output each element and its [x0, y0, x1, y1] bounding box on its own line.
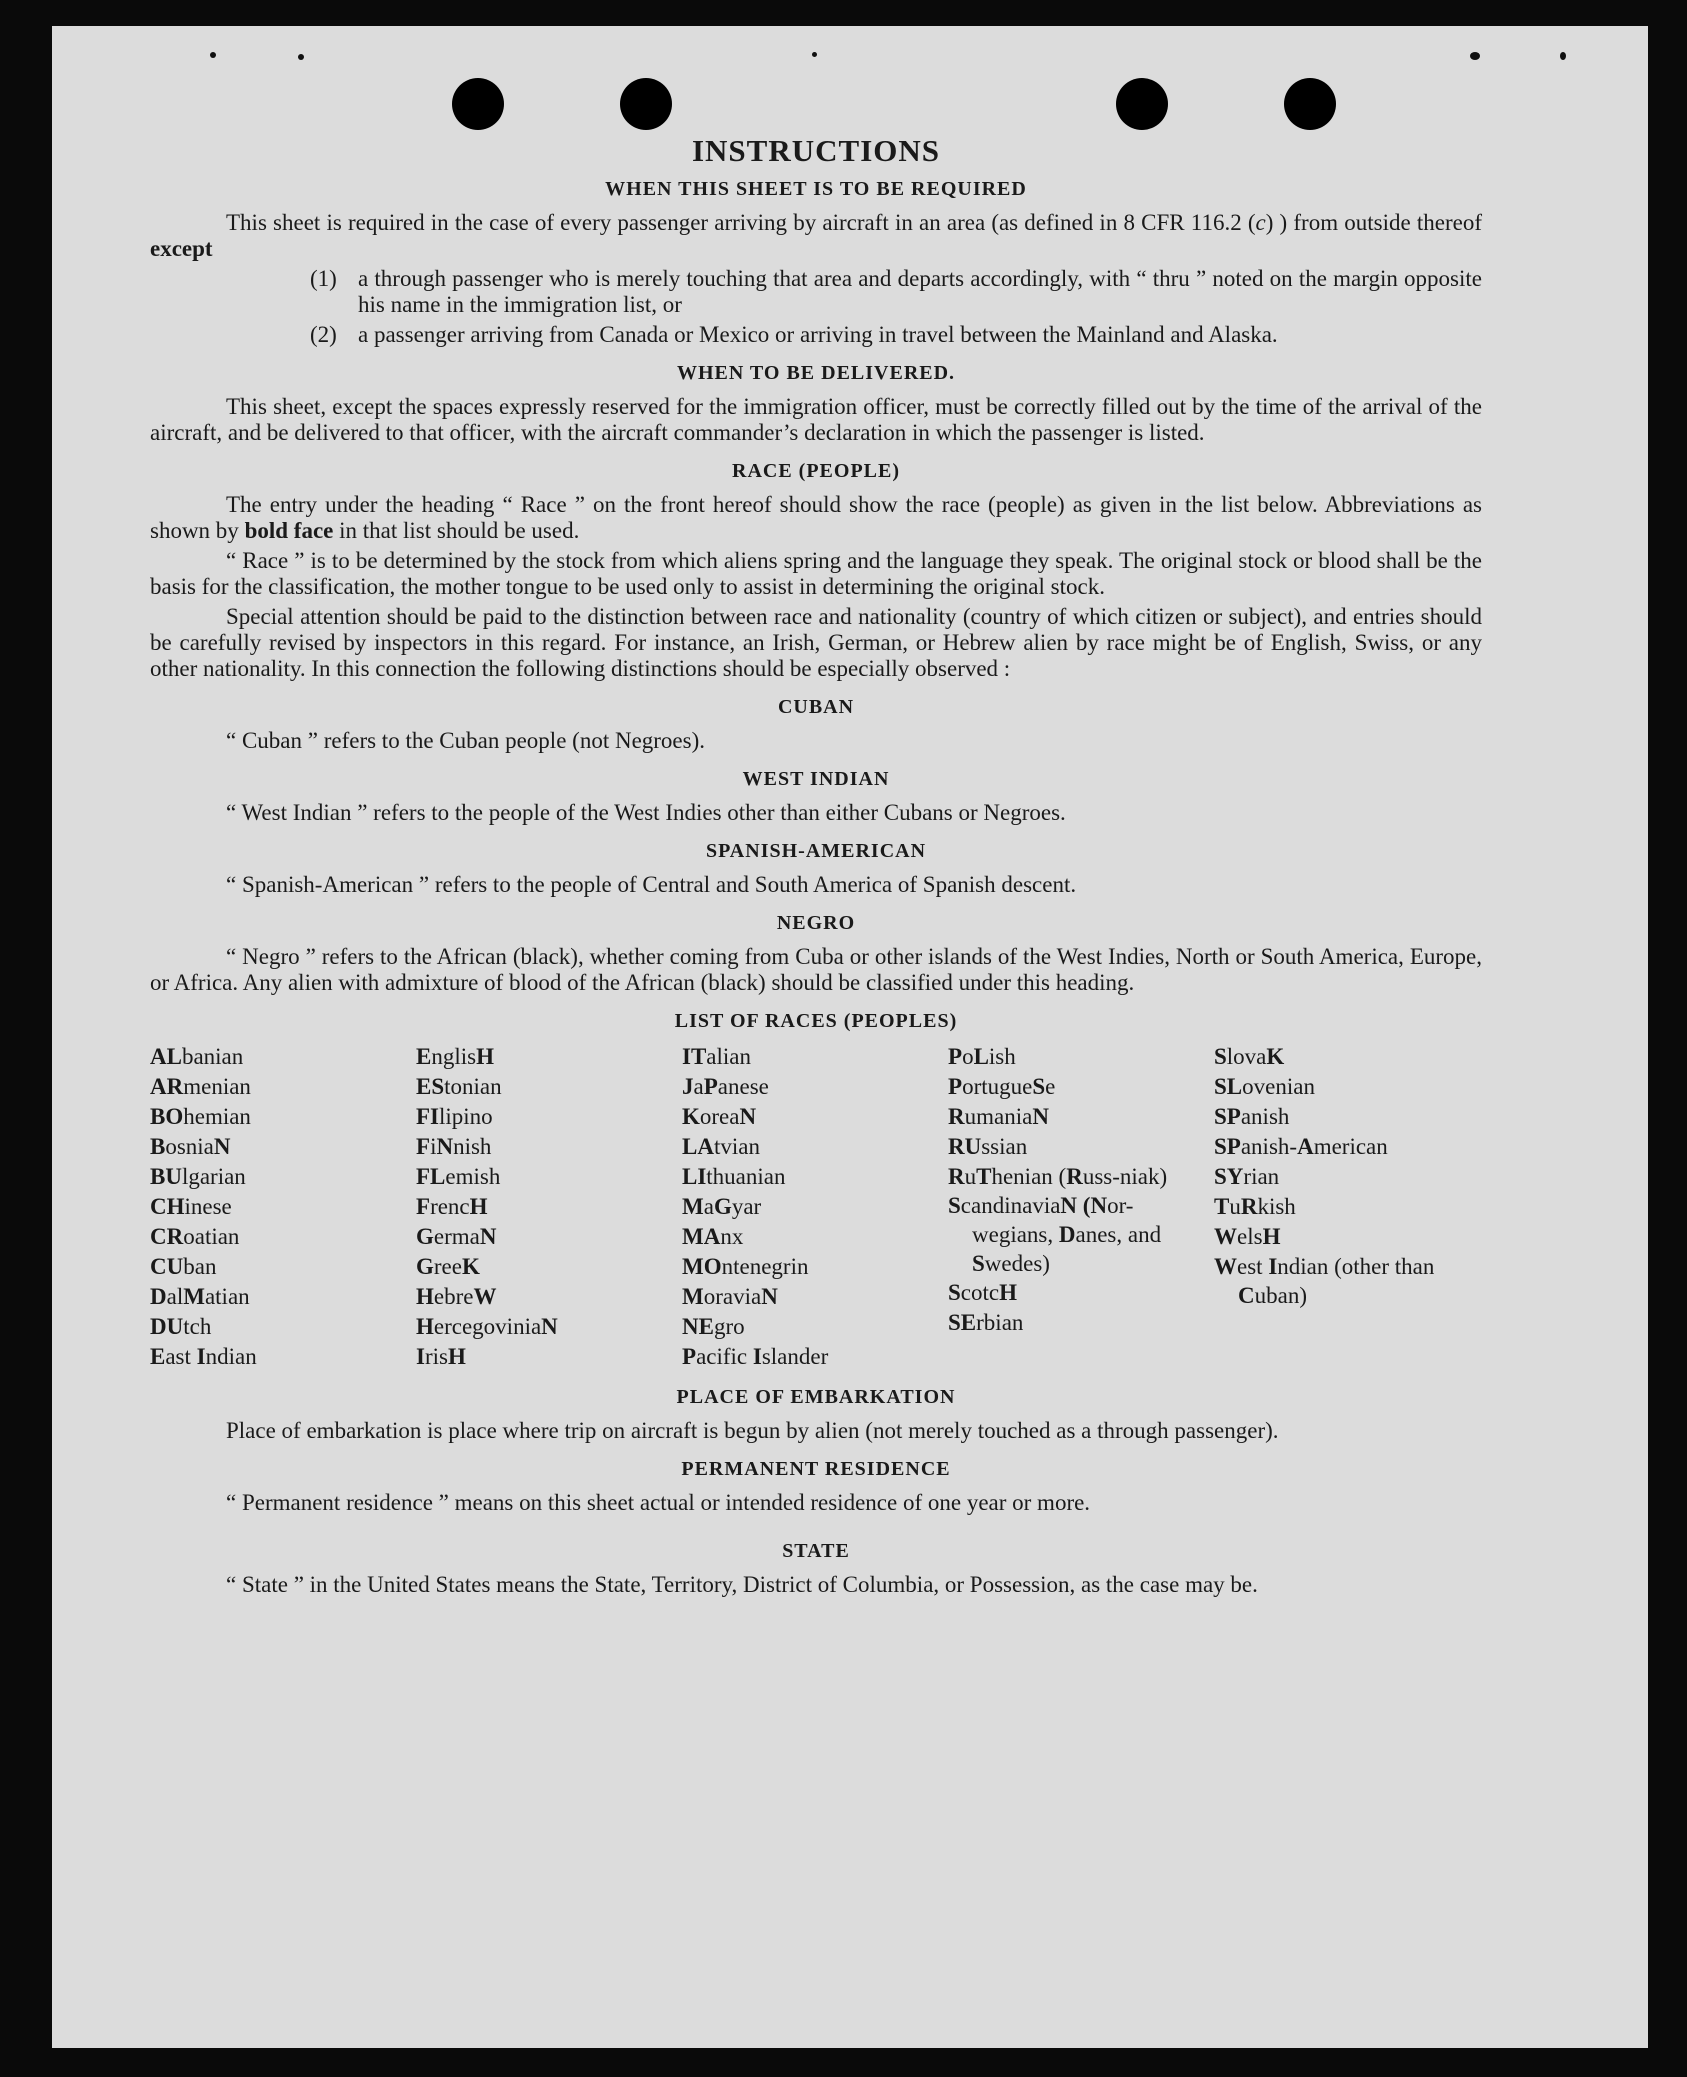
spanish-american-text: “ Spanish-American ” refers to the people of Central and South America of Spanish descent.	[226, 872, 1077, 897]
section-heading-list-of-races: LIST OF RACES (PEOPLES)	[674, 1010, 958, 1032]
speck	[298, 54, 304, 60]
race-entry: TuRkish	[1214, 1194, 1296, 1219]
race-entry: RumaniaN	[948, 1104, 1049, 1129]
section-heading-embarkation: PLACE OF EMBARKATION	[676, 1386, 956, 1408]
race-entry: FiNnish	[416, 1134, 492, 1159]
race-entry: MAnx	[682, 1224, 744, 1249]
race-entry: FIlipino	[416, 1104, 493, 1129]
race-entry: EnglisH	[416, 1044, 494, 1069]
race-entry: HercegoviniaN	[416, 1314, 558, 1339]
punch-hole	[1284, 78, 1336, 130]
race-entry: BOhemian	[150, 1104, 251, 1129]
race-entry: SYrian	[1214, 1164, 1280, 1189]
race-entry: PortugueSe	[948, 1074, 1056, 1099]
race-entry: LIthuanian	[682, 1164, 786, 1189]
race-entry: West Indian (other than Cuban)	[1214, 1254, 1435, 1308]
punch-hole	[1116, 78, 1168, 130]
race-entry: East Indian	[150, 1344, 257, 1369]
race-entry: HebreW	[416, 1284, 497, 1309]
section-heading-state: STATE	[782, 1540, 850, 1562]
speck	[812, 52, 817, 57]
race-entry: MOntenegrin	[682, 1254, 809, 1279]
race-entry: CUban	[150, 1254, 217, 1279]
section-heading-spanish-american: SPANISH-AMERICAN	[705, 840, 927, 862]
race-entry: MoraviaN	[682, 1284, 778, 1309]
race-entry: SPanish	[1214, 1104, 1290, 1129]
race-entry: BosniaN	[150, 1134, 231, 1159]
negro-text: “ Negro ” refers to the African (black), whether coming from Cuba or other islands of the West Indies, North or South America, Europe, or Africa. Any alien with admixture of blood of the African (black) should be classified under this heading.	[150, 944, 1482, 995]
speck	[210, 52, 216, 58]
race-entry: RUssian	[948, 1134, 1028, 1159]
section-heading-residence: PERMANENT RESIDENCE	[681, 1458, 951, 1480]
race-entry: ARmenian	[150, 1074, 251, 1099]
race-entry: CRoatian	[150, 1224, 240, 1249]
race-paragraph-1: The entry under the heading “ Race ” on the front hereof should show the race (people) as given in the list below. Abbreviations as shown by bold face in that list should be used.	[150, 492, 1482, 543]
race-entry: ITalian	[682, 1044, 751, 1069]
punch-hole	[452, 78, 504, 130]
race-entry: MaGyar	[682, 1194, 762, 1219]
races-column	[682, 1042, 948, 1372]
race-entry: KoreaN	[682, 1104, 757, 1129]
race-entry: ALbanian	[150, 1044, 244, 1069]
section-heading-when-required: WHEN THIS SHEET IS TO BE REQUIRED	[605, 178, 1027, 200]
race-entry: JaPanese	[682, 1074, 769, 1099]
race-entry: PoLish	[948, 1044, 1016, 1069]
race-entry: FLemish	[416, 1164, 501, 1189]
section-heading-race: RACE (PEOPLE)	[732, 460, 900, 482]
race-entry: CHinese	[150, 1194, 232, 1219]
race-entry: ScandinaviaN (Nor-wegians, Danes, and Swedes)	[948, 1193, 1162, 1276]
section-heading-when-delivered: WHEN TO BE DELIVERED.	[676, 362, 956, 384]
embarkation-text: Place of embarkation is place where trip on aircraft is begun by alien (not merely touched as a through passenger).	[226, 1418, 1279, 1443]
races-column	[1214, 1042, 1482, 1372]
race-entry: Pacific Islander	[682, 1344, 829, 1369]
when-required-intro: This sheet is required in the case of every passenger arriving by aircraft in an area (as defined in 8 CFR 116.2 (c) ) from outside thereof except	[150, 210, 1482, 261]
residence-text: “ Permanent residence ” means on this sheet actual or intended residence of one year or more.	[226, 1490, 1091, 1515]
cuban-text: “ Cuban ” refers to the Cuban people (not Negroes).	[226, 728, 706, 753]
race-entry: GreeK	[416, 1254, 480, 1279]
list-item: (1) a through passenger who is merely touching that area and departs accordingly, with “ thru ” noted on the margin opposite his name in the immigration list, or	[310, 266, 1482, 317]
instructions-content	[150, 130, 1482, 1602]
race-entry: NEgro	[682, 1314, 745, 1339]
race-entry: BUlgarian	[150, 1164, 246, 1189]
races-column	[150, 1042, 416, 1372]
race-paragraph-2: “ Race ” is to be determined by the stock from which aliens spring and the language they speak. The original stock or blood shall be the basis for the classification, the mother tongue to be used only to assist in determining the original stock.	[150, 548, 1482, 599]
race-entry: SErbian	[948, 1310, 1024, 1335]
speck	[1560, 52, 1566, 60]
races-column	[948, 1042, 1214, 1372]
race-entry: WelsH	[1214, 1224, 1281, 1249]
state-text: “ State ” in the United States means the State, Territory, District of Columbia, or Possession, as the case may be.	[226, 1572, 1258, 1597]
page-title: INSTRUCTIONS	[691, 133, 940, 168]
section-heading-negro: NEGRO	[776, 912, 856, 934]
race-entry: DalMatian	[150, 1284, 250, 1309]
race-entry: SlovaK	[1214, 1044, 1285, 1069]
race-entry: EStonian	[416, 1074, 502, 1099]
race-entry: LAtvian	[682, 1134, 760, 1159]
when-delivered-text: This sheet, except the spaces expressly reserved for the immigration officer, must be correctly filled out by the time of the arrival of the aircraft, and be delivered to that officer, with the aircraft commander’s declaration in which the passenger is listed.	[150, 394, 1482, 445]
west-indian-text: “ West Indian ” refers to the people of the West Indies other than either Cubans or Negroes.	[226, 800, 1066, 825]
race-entry: ScotcH	[948, 1280, 1017, 1305]
race-entry: FrencH	[416, 1194, 488, 1219]
speck	[1470, 52, 1480, 60]
section-heading-cuban: CUBAN	[777, 696, 855, 718]
race-entry: RuThenian (Russ-niak)	[948, 1164, 1168, 1189]
race-entry: SPanish-American	[1214, 1134, 1388, 1159]
races-column	[416, 1042, 682, 1372]
section-heading-west-indian: WEST INDIAN	[742, 768, 890, 790]
punch-hole	[620, 78, 672, 130]
race-paragraph-3: Special attention should be paid to the distinction between race and nationality (country of which citizen or subject), and entries should be carefully revised by inspectors in this regard. For instance, an Irish, German, or Hebrew alien by race might be of English, Swiss, or any other nationality. In this connection the following distinctions should be especially observed :	[150, 604, 1482, 681]
races-list	[150, 1042, 1482, 1372]
list-item: (2) a passenger arriving from Canada or Mexico or arriving in travel between the Mainland and Alaska.	[310, 322, 1278, 347]
race-entry: GermaN	[416, 1224, 497, 1249]
race-entry: IrisH	[416, 1344, 466, 1369]
race-entry: DUtch	[150, 1314, 212, 1339]
race-entry: SLovenian	[1214, 1074, 1315, 1099]
